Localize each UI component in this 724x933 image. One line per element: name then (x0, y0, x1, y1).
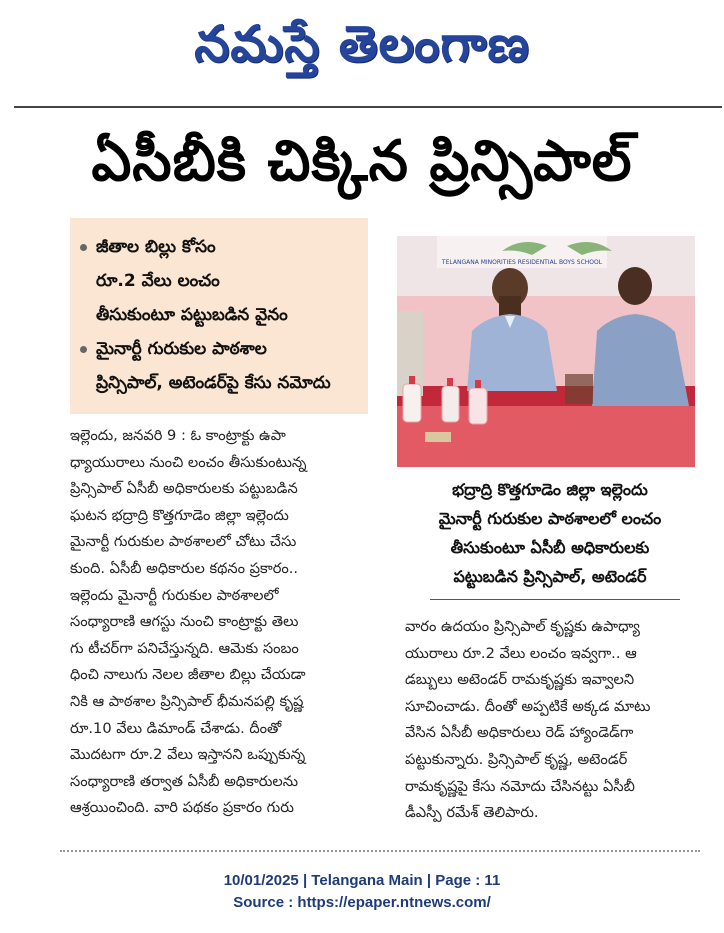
article-headline: ఏసీబీకి చిక్కిన ప్రిన్సిపాల్ (91, 129, 633, 194)
footer-source-link[interactable]: Source : https://epaper.ntnews.com/ (233, 894, 491, 911)
article-line: సంధ్యారాణి ఆగస్టు నుంచి కాంట్రాక్టు తెలు (70, 613, 299, 631)
article-line: మొదటగా రూ.2 వేలు ఇస్తానని ఒప్పుకున్న (70, 746, 306, 764)
bottom-divider (60, 850, 700, 852)
article-line: ధించి నాలుగు నెలల జీతాల బిల్లు చేయడా (70, 666, 306, 684)
article-line: నికి ఆ పాఠశాల ప్రిన్సిపాల్ భీమనపల్లి కృష్ణ (70, 692, 304, 710)
article-line: పట్టుకున్నారు. ప్రిన్సిపాల్ కృష్ణ, అటెండర్ (405, 750, 628, 768)
article-line: సూచించాడు. దీంతో అప్పటికే అక్కడ మాటు (405, 697, 651, 715)
bullet-icon (80, 346, 87, 353)
masthead (0, 0, 724, 92)
article-line: రామకృష్ణపై కేసు నమోదు చేసినట్టు ఏసీబీ (405, 777, 635, 795)
article-line: ఇల్లెందు, జనవరి 9 : ఓ కాంట్రాక్టు ఉపా (70, 427, 286, 444)
article-line: వేసిన ఏసీబీ అధికారులు రెడ్ హ్యాండెడ్‌గా (405, 724, 634, 742)
highlight-line: జీతాల బిల్లు కోసం (82, 230, 362, 264)
article-line: డీఎస్పీ రమేశ్ తెలిపారు. (405, 804, 539, 822)
article-line: వారం ఉదయం ప్రిన్సిపాల్ కృష్ణకు ఉపాధ్యా (405, 618, 640, 635)
news-photo (397, 236, 695, 467)
article-line: గు టీచర్‌గా పనిచేస్తున్నది. ఆమెకు సంబం (70, 639, 299, 657)
newspaper-title: నమస్తే తెలంగాణ (194, 14, 530, 73)
article-line: ఇల్లెందు మైనార్టీ గురుకుల పాఠశాలలో (70, 586, 279, 604)
caption-divider (430, 599, 680, 600)
article-line: డబ్బులు అటెండర్ రామకృష్ణకు ఇవ్వాలని (405, 671, 635, 689)
highlight-line: మైనార్టీ గురుకుల పాఠశాల (82, 332, 362, 366)
article-line: కుంది. ఏసీబీ అధికారుల కథనం ప్రకారం.. (70, 559, 299, 577)
article-line: రూ.10 వేలు డిమాండ్ చేశాడు. దీంతో (70, 719, 282, 737)
highlight-line: ప్రిన్సిపాల్, అటెండర్‌పై కేసు నమోదు (96, 373, 331, 393)
highlights-box (70, 218, 368, 414)
article-line: ధ్యాయురాలు నుంచి లంచం తీసుకుంటున్న (70, 453, 307, 471)
article-line: మైనార్టీ గురుకుల పాఠశాలలో చోటు చేసు (70, 533, 297, 551)
article-line: యురాలు రూ.2 వేలు లంచం ఇవ్వగా.. ఆ (405, 644, 637, 662)
footer (0, 870, 724, 914)
photo-caption (405, 475, 695, 591)
highlight-line: తీసుకుంటూ పట్టుబడిన వైనం (96, 305, 288, 325)
bullet-icon (80, 244, 87, 251)
highlight-line: రూ.2 వేలు లంచం (96, 271, 220, 291)
article-line: ఘటన భద్రాద్రి కొత్తగూడెం జిల్లా ఇల్లెందు (70, 506, 289, 524)
caption-line: తీసుకుంటూ ఏసీబీ అధికారులకు (450, 538, 650, 557)
caption-line: భద్రాద్రి కొత్తగూడెం జిల్లా ఇల్లెందు (452, 480, 648, 499)
article-line: ప్రిన్సిపాల్ ఏసీబీ అధికారులకు పట్టుబడిన (70, 480, 298, 498)
article-column-left (70, 423, 368, 822)
masthead-divider (14, 106, 722, 108)
footer-date-edition: 10/01/2025 | Telangana Main | Page : 11 (223, 872, 501, 889)
caption-line: పట్టుబడిన ప్రిన్సిపాల్, అటెండర్ (453, 567, 647, 586)
article-line: సంధ్యారాణి తర్వాత ఏసీబీ అధికారులను (70, 772, 299, 790)
article-column-right (405, 614, 695, 827)
svg-text:TELANGANA MINORITIES RESIDENTI: TELANGANA MINORITIES RESIDENTIAL BOYS SCHOOL (441, 259, 603, 266)
caption-line: మైనార్టీ గురుకుల పాఠశాలలో లంచం (438, 509, 662, 528)
newspaper-photo-icon (397, 236, 695, 467)
article-line: ఆశ్రయించింది. వారి పథకం ప్రకారం గురు (70, 799, 294, 817)
